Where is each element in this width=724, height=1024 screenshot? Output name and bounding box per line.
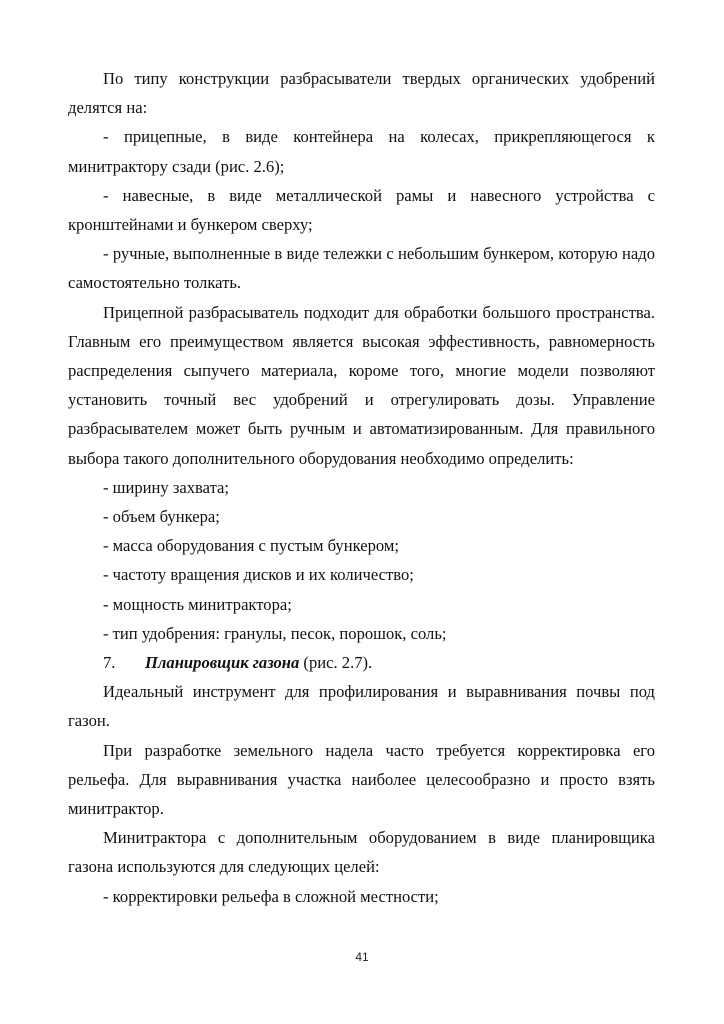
- list-item: - объем бункера;: [103, 507, 220, 527]
- paragraph: Минитрактора с дополнительным оборудованием в виде планировщика газона используются для следующих целей:: [68, 828, 655, 877]
- paragraph: - навесные, в виде металлической рамы и навесного устройства с кронштейнами и бункером сверху;: [68, 185, 655, 235]
- paragraph: По типу конструкции разбрасыватели твердых органических удобрений делятся на:: [68, 69, 655, 118]
- list-item: - тип удобрения: гранулы, песок, порошок, соль;: [103, 623, 447, 643]
- list-item: - масса оборудования с пустым бункером;: [103, 536, 399, 556]
- paragraph: - прицепные, в виде контейнера на колесах, прикрепляющегося к минитрактору сзади (рис. 2.6);: [68, 127, 655, 176]
- section-heading: [68, 648, 655, 677]
- paragraph: Идеальный инструмент для профилирования и выравнивания почвы под газон.: [68, 682, 655, 731]
- heading-ref: (рис. 2.7).: [299, 653, 373, 673]
- page-body: [68, 64, 655, 911]
- page-number: 41: [355, 950, 369, 964]
- list-item: - частоту вращения дисков и их количество;: [103, 565, 414, 585]
- heading-number: 7.: [103, 653, 116, 673]
- paragraph: При разработке земельного надела часто требуется корректировка его рельефа. Для выравнивания участка наиболее целесообразно и просто взять минитрактор.: [68, 740, 655, 819]
- list-item: - мощность минитрактора;: [103, 594, 292, 614]
- paragraph: - корректировки рельефа в сложной местности;: [103, 886, 439, 906]
- paragraph: Прицепной разбрасыватель подходит для обработки большого пространства. Главным его преимуществом является высокая эффестивность, равномерность распределения сыпучего материала, короме того, многие модели позволяют установить точный вес удобрений и отрегулировать дозы. Управление разбрасывателем может быть ручным и автоматизированным. Для правильного выбора такого дополнительного оборудования необходимо определить:: [68, 302, 655, 468]
- list-item: - ширину захвата;: [103, 477, 230, 497]
- heading-title: Планировщик газона: [145, 653, 300, 673]
- paragraph: - ручные, выполненные в виде тележки с небольшим бункером, которую надо самостоятельно толкать.: [68, 244, 655, 293]
